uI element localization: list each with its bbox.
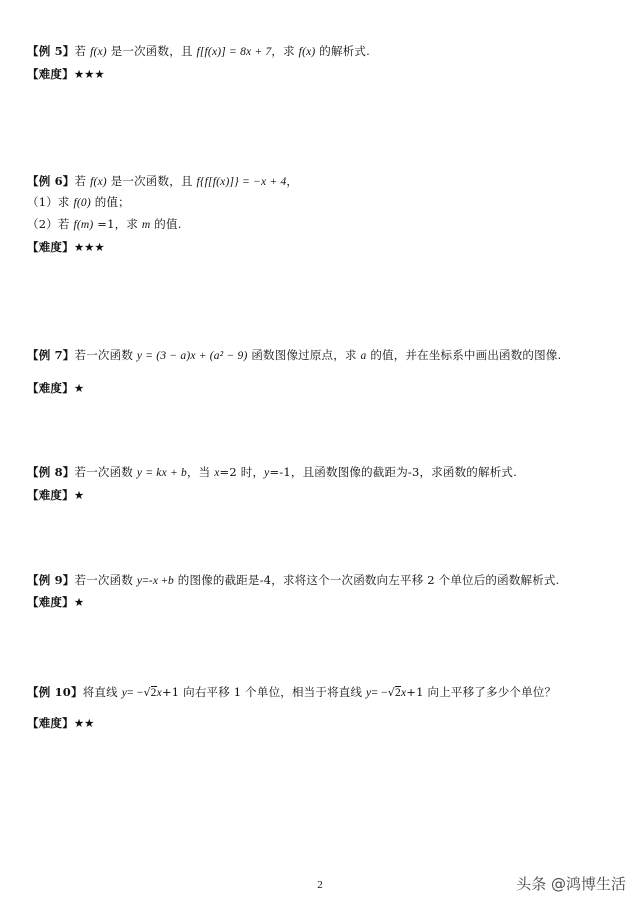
math-expression: y = kx + b bbox=[136, 467, 187, 479]
math-expression: y = (3 − a)x + (a² − 9) bbox=[136, 350, 248, 362]
math-variable: b bbox=[167, 575, 174, 587]
example-10-difficulty bbox=[27, 715, 94, 731]
difficulty-stars: ★★★ bbox=[73, 240, 105, 254]
radical-sign-icon: √ bbox=[387, 686, 396, 699]
math-expression: f(x) bbox=[298, 46, 316, 58]
square-root-expression: √2 bbox=[143, 686, 157, 699]
difficulty-stars: ★★★ bbox=[73, 67, 105, 81]
math-variable: y bbox=[136, 575, 143, 587]
example-7-difficulty bbox=[27, 380, 84, 396]
math-variable: y bbox=[264, 467, 270, 479]
example-tag: 【例 9】 bbox=[27, 573, 75, 587]
example-9-difficulty bbox=[27, 594, 84, 610]
math-variable: y bbox=[121, 687, 127, 699]
math-expression: f(m) bbox=[73, 219, 94, 231]
example-8-difficulty bbox=[27, 487, 84, 503]
example-tag: 【例 8】 bbox=[27, 465, 75, 479]
math-variable: y bbox=[366, 687, 372, 699]
difficulty-label: 【难度】 bbox=[27, 240, 74, 254]
difficulty-stars: ★★ bbox=[73, 716, 95, 730]
example-6-difficulty bbox=[27, 239, 105, 255]
difficulty-stars: ★ bbox=[73, 595, 85, 609]
math-expression: f(x) bbox=[90, 176, 107, 188]
math-variable: x bbox=[156, 687, 162, 699]
example-tag: 【例 10】 bbox=[27, 685, 83, 699]
example-tag: 【例 7】 bbox=[27, 348, 75, 362]
example-6-question: 【例 6】若 f(x) 是一次函数，且 f{f[f(x)]} = −x + 4， bbox=[27, 174, 299, 188]
example-5-question: 【例 5】若 f(x) 是一次函数，且 f[f(x)] = 8x + 7，求 f(x) 的解析式. bbox=[27, 44, 370, 58]
math-variable: x bbox=[214, 467, 220, 479]
math-expression: f[f(x)] = 8x + 7 bbox=[196, 46, 272, 58]
example-9-question: 【例 9】若一次函数 y=-x +b 的图像的截距是-4，求将这个一次函数向左平移 2 个单位后的函数解析式. bbox=[27, 573, 560, 587]
radical-sign-icon: √ bbox=[143, 686, 151, 699]
example-tag: 【例 6】 bbox=[27, 174, 75, 188]
difficulty-label: 【难度】 bbox=[27, 595, 74, 609]
math-expression: f(x) bbox=[90, 46, 107, 58]
math-variable: a bbox=[360, 350, 367, 362]
difficulty-label: 【难度】 bbox=[27, 67, 74, 81]
example-6-sub-question-2: （2）若 f(m) =1，求 m 的值. bbox=[27, 217, 182, 231]
math-expression: f{f[f(x)]} = −x + 4 bbox=[196, 176, 287, 188]
difficulty-stars: ★ bbox=[73, 381, 85, 395]
math-variable: x bbox=[152, 575, 159, 587]
difficulty-label: 【难度】 bbox=[27, 716, 74, 730]
square-root-expression: √2 bbox=[387, 686, 401, 699]
difficulty-stars: ★ bbox=[73, 488, 85, 502]
math-variable: m bbox=[141, 219, 151, 231]
difficulty-label: 【难度】 bbox=[27, 488, 74, 502]
example-5-difficulty bbox=[27, 66, 105, 82]
example-7-question: 【例 7】若一次函数 y = (3 − a)x + (a² − 9) 函数图像过原点，求 a 的值，并在坐标系中画出函数的图像. bbox=[27, 348, 562, 362]
difficulty-label: 【难度】 bbox=[27, 381, 74, 395]
example-10-question: 【例 10】将直线 y= −√2x+1 向右平移 1 个单位，相当于将直线 y= −√2x+1 向上平移了多少个单位？ bbox=[27, 685, 557, 699]
example-tag: 【例 5】 bbox=[27, 44, 75, 58]
math-expression: f(0) bbox=[73, 197, 91, 209]
watermark: 头条 @鸿博生活 bbox=[516, 875, 626, 893]
example-6-sub-question-1: （1）求 f(0) 的值； bbox=[27, 195, 130, 209]
page-number: 2 bbox=[317, 879, 323, 891]
math-variable: x bbox=[400, 687, 407, 699]
example-8-question: 【例 8】若一次函数 y = kx + b，当 x=2 时，y=-1，且函数图像的截距为-3，求函数的解析式. bbox=[27, 465, 517, 479]
